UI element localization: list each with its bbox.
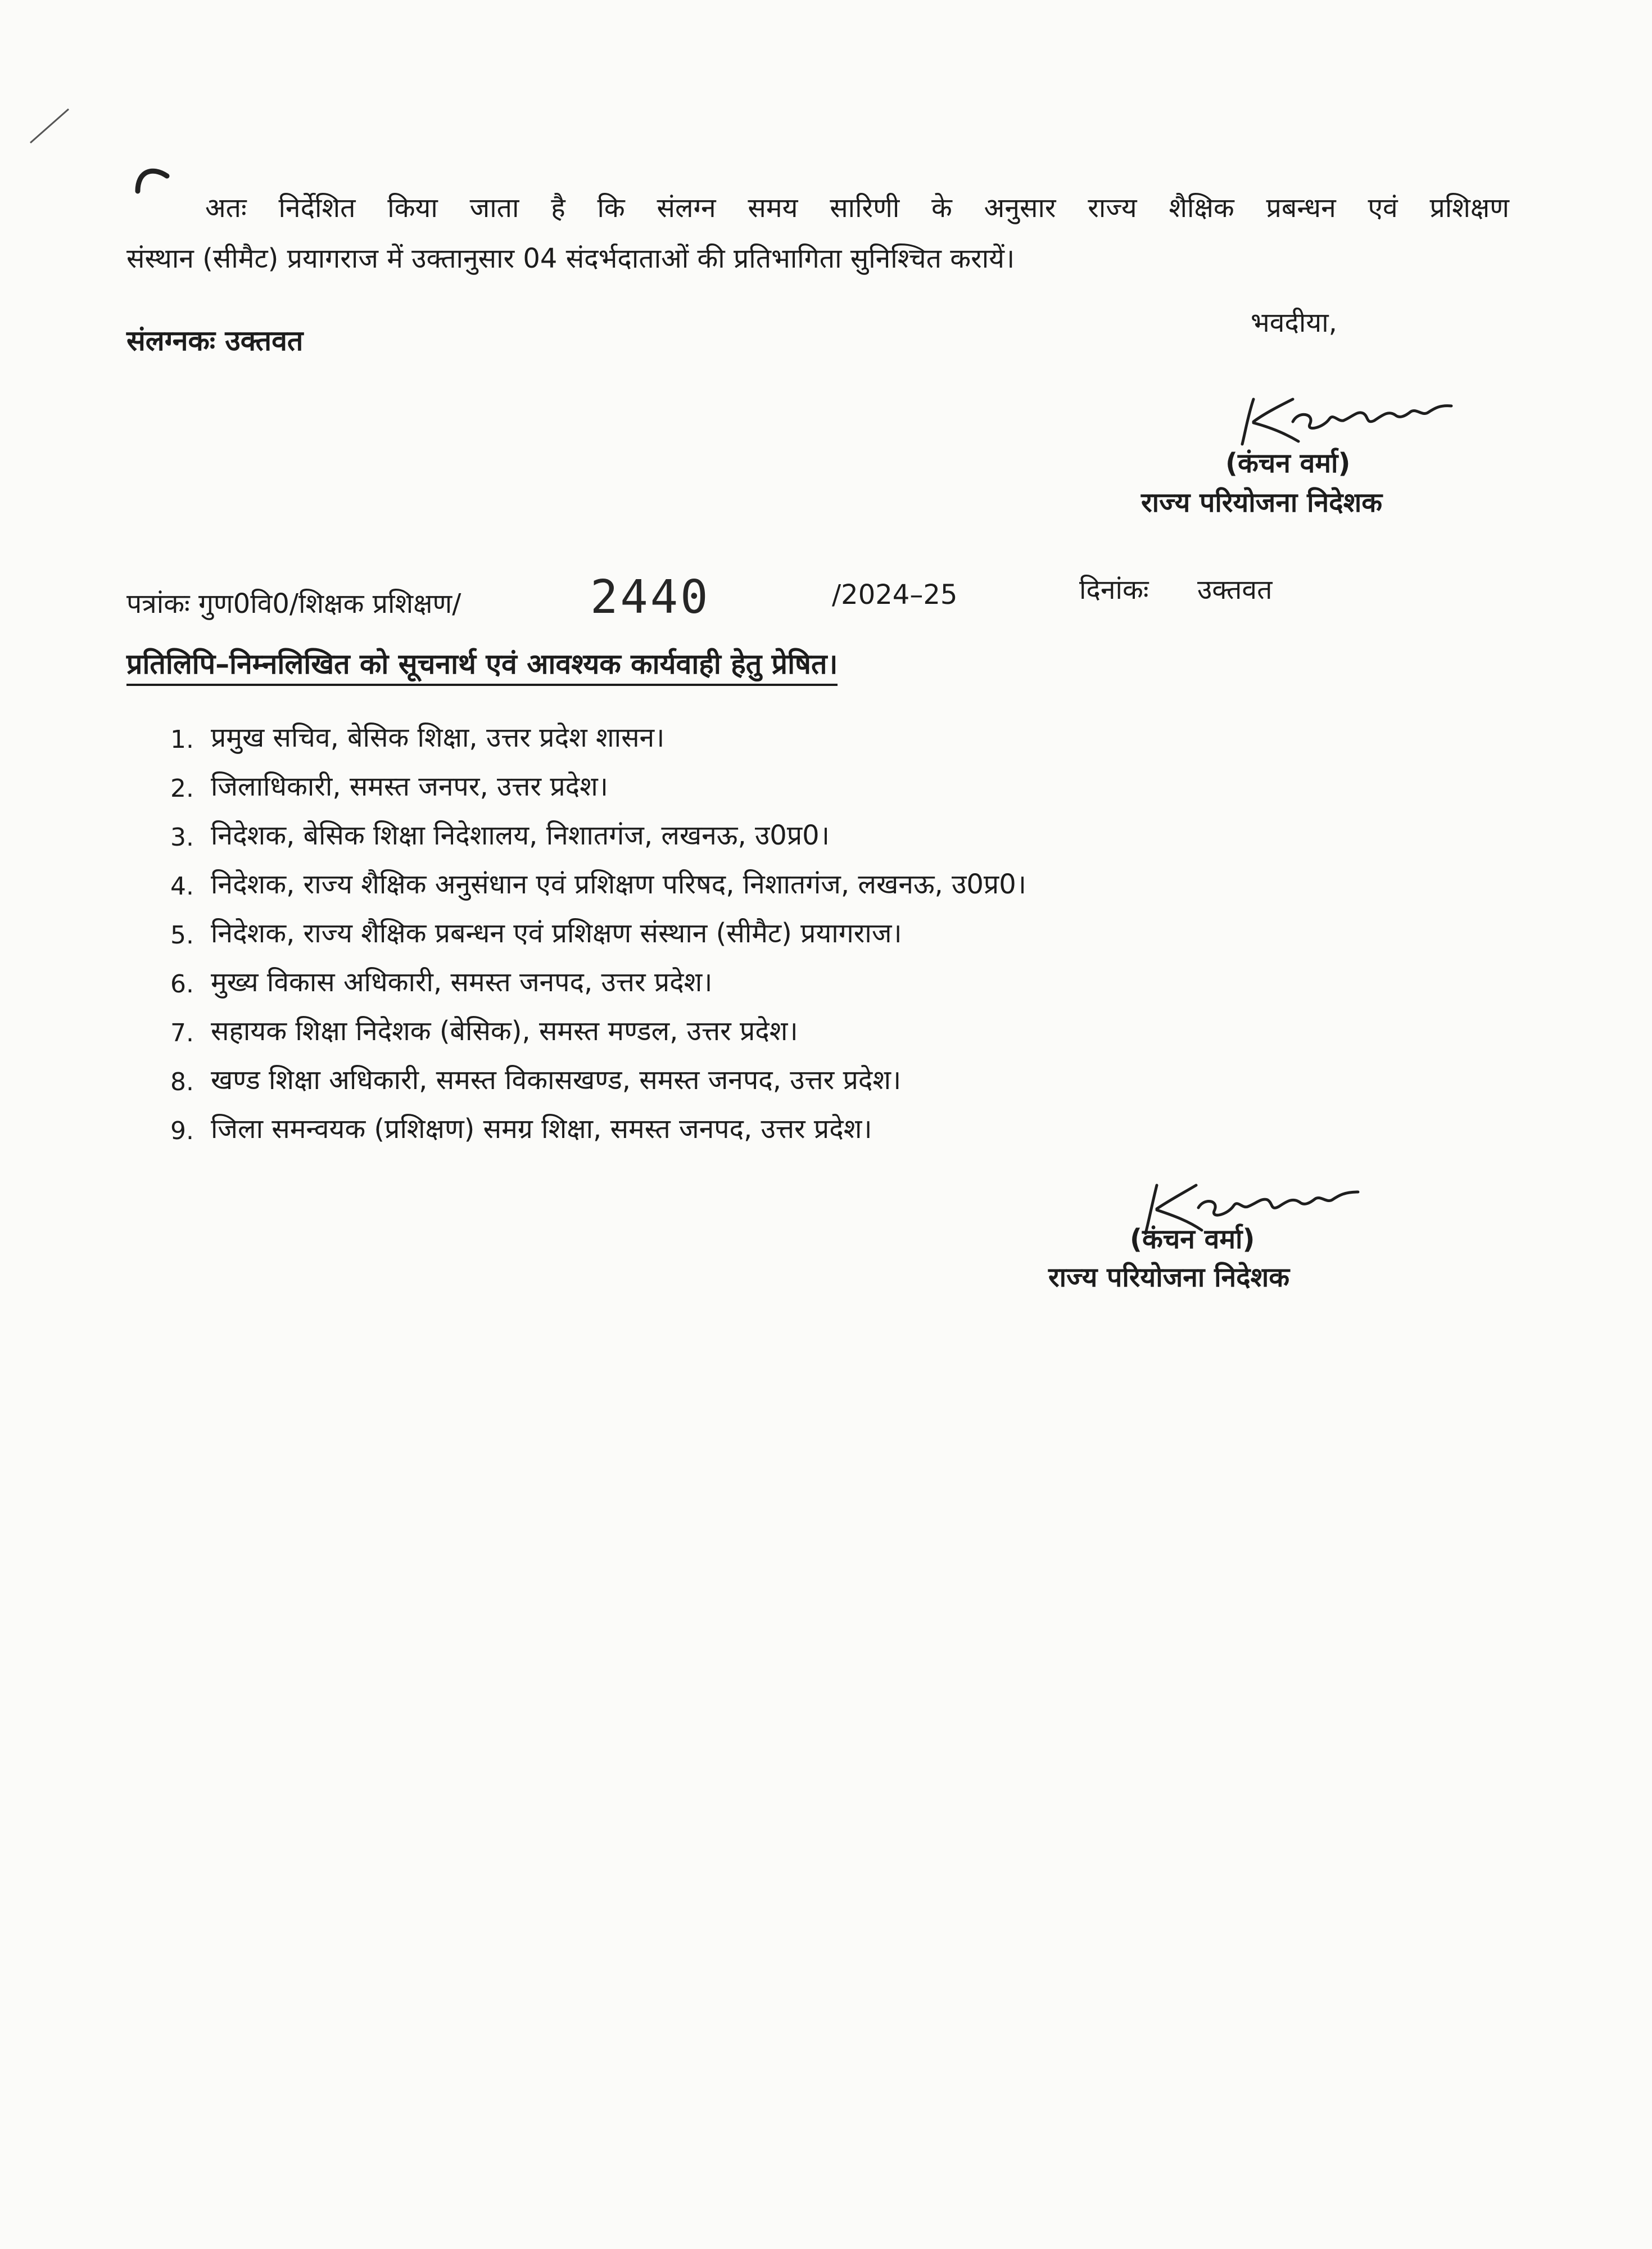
list-item: सहायक शिक्षा निदेशक (बेसिक), समस्त मण्डल, उत्तर प्रदेश। bbox=[211, 1015, 798, 1047]
copy-heading bbox=[126, 644, 838, 682]
letter-number-handwritten: 2440 bbox=[590, 571, 710, 624]
list-item-number: 6. bbox=[170, 970, 194, 999]
list-item-number: 7. bbox=[170, 1019, 194, 1047]
date-value: उक्तवत bbox=[1197, 574, 1273, 606]
enclosure-note: संलग्नकः उक्तवत bbox=[126, 324, 304, 357]
signatory-name-1: (कंचन वर्मा) bbox=[1225, 448, 1351, 479]
list-item: जिला समन्वयक (प्रशिक्षण) समग्र शिक्षा, समस्त जनपद, उत्तर प्रदेश। bbox=[211, 1113, 872, 1145]
list-item: निदेशक, राज्य शैक्षिक प्रबन्धन एवं प्रशिक्षण संस्थान (सीमैट) प्रयागराज। bbox=[211, 918, 902, 949]
list-item: खण्ड शिक्षा अधिकारी, समस्त विकासखण्ड, समस्त जनपद, उत्तर प्रदेश। bbox=[211, 1064, 902, 1096]
list-item-number: 9. bbox=[170, 1117, 194, 1145]
list-item: निदेशक, राज्य शैक्षिक अनुसंधान एवं प्रशिक्षण परिषद, निशातगंज, लखनऊ, उ0प्र0। bbox=[211, 869, 1026, 900]
paragraph-line-1: अतः निर्देशित किया जाता है कि संलग्न समय सारिणी के अनुसार राज्य शैक्षिक प्रबन्धन एवं प्रशिक्षण bbox=[205, 192, 1509, 224]
list-item-number: 8. bbox=[170, 1068, 194, 1096]
paragraph-line-2: संस्थान (सीमैट) प्रयागराज में उक्तानुसार 04 संदर्भदाताओं की प्रतिभागिता सुनिश्चित करायें। bbox=[126, 243, 1015, 274]
list-item: जिलाधिकारी, समस्त जनपर, उत्तर प्रदेश। bbox=[211, 771, 608, 802]
letter-year: /2024–25 bbox=[832, 579, 958, 611]
signatory-name-2: (कंचन वर्मा) bbox=[1130, 1223, 1255, 1255]
date-label: दिनांकः bbox=[1079, 574, 1149, 606]
list-item: निदेशक, बेसिक शिक्षा निदेशालय, निशातगंज, लखनऊ, उ0प्र0। bbox=[211, 820, 830, 851]
list-item: मुख्य विकास अधिकारी, समस्त जनपद, उत्तर प्रदेश। bbox=[211, 967, 713, 998]
scan-mark-slash bbox=[28, 107, 73, 146]
list-item: प्रमुख सचिव, बेसिक शिक्षा, उत्तर प्रदेश शासन। bbox=[211, 722, 665, 753]
list-item-number: 1. bbox=[170, 725, 194, 754]
list-item-number: 3. bbox=[170, 823, 194, 852]
signatory-designation-2: राज्य परियोजना निदेशक bbox=[1048, 1262, 1290, 1293]
list-item-number: 5. bbox=[170, 921, 194, 950]
signatory-designation-1: राज्य परियोजना निदेशक bbox=[1141, 487, 1383, 518]
list-item-number: 4. bbox=[170, 872, 194, 901]
salutation: भवदीया, bbox=[1251, 307, 1337, 338]
letter-number-label: पत्रांकः गुण0वि0/शिक्षक प्रशिक्षण/ bbox=[126, 588, 461, 620]
copy-heading-text: प्रतिलिपि–निम्नलिखित को सूचनार्थ एवं आवश्यक कार्यवाही हेतु प्रेषित। bbox=[126, 648, 838, 686]
instruction-paragraph bbox=[126, 183, 1509, 284]
signature-1 bbox=[1231, 388, 1467, 450]
list-item-number: 2. bbox=[170, 774, 194, 803]
